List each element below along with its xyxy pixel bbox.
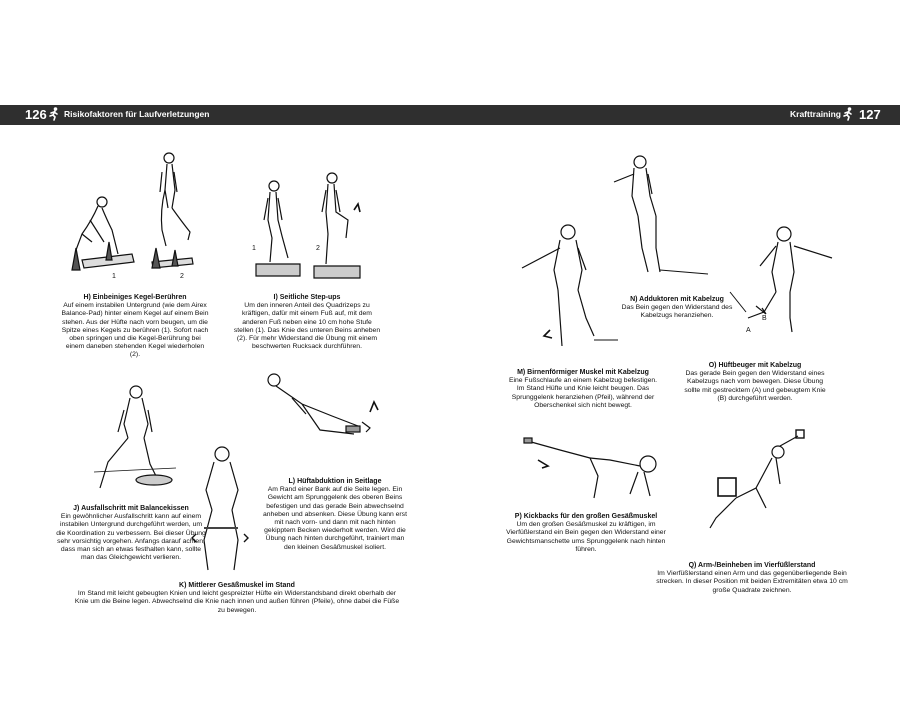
figure-label-2: 2 (316, 245, 320, 252)
exercise-k-text: Im Stand mit leicht gebeugten Knien und leicht gespreizter Hüfte ein Widerstandsband direkt oberhalb der Knie um die Beine legen. Abwechselnd die Knie nach innen und außen führen (Pfeile), ohne dabei die Füße zu bewegen. (74, 590, 400, 614)
exercise-h-text: Auf einem instabilen Untergrund (wie dem Airex Balance-Pad) hinter einem Kegel auf einem Bein stehen. Aus der Hüfte nach vorn beugen, um die Spitze eines Kegels zu berühren (1). Sofort nach oben springen und die Kegel-Berührung bei einem daneben stehenden Kegel wiederholen (2). (61, 302, 209, 359)
right-page-number: 127 (859, 107, 881, 122)
exercise-o (680, 362, 830, 403)
exercise-j-text: Ein gewöhnlicher Ausfallschritt kann auf einem instabilen Untergrund durchgeführt werden, um die Koordination zu verbessern. Bei dieser Übung sehr vorsichtig vorgehen. Anfangs darauf achten, dass man sich an etwas festhalten kann, sollte man das Gleichgewicht verlieren. (56, 513, 206, 562)
runner-icon (48, 107, 60, 124)
right-running-title: Krafttraining (790, 109, 841, 119)
exercise-j (56, 505, 206, 562)
exercise-n (612, 296, 742, 321)
figure-step-ups (248, 168, 368, 285)
exercise-l (260, 478, 410, 552)
figure-adductors-cable (612, 152, 712, 287)
exercise-k-title: K) Mittlerer Gesäßmuskel im Stand (179, 582, 295, 589)
exercise-p-text: Um den großen Gesäßmuskel zu kräftigen, im Vierfüßlerstand ein Bein gegen den Widerstand einer Gewichtsmanschette ums Sprunggelenk nach hinten führen. (506, 521, 666, 553)
exercise-l-text: Am Rand einer Bank auf die Seite legen. Ein Gewicht am Sprunggelenk des oberen Beins befestigen und das gerade Bein abwechselnd anheben und absenken. Diese Übung kann erst mit nach vorn- und dann mit nach hinten gekipptem Becken wiederholt werden. Wird die Übung nach hinten durchgeführt, trainiert man den kleinen Gesäßmuskel isoliert. (263, 486, 407, 551)
left-running-title: Risikofaktoren für Laufverletzungen (64, 109, 210, 119)
exercise-h (60, 294, 210, 360)
exercise-o-title: O) Hüftbeuger mit Kabelzug (708, 362, 802, 369)
figure-label-2: 2 (180, 273, 184, 280)
exercise-m-text: Eine Fußschlaufe an einem Kabelzug befestigen. Im Stand Hüfte und Knie leicht beugen. Das Sprunggelenk heranziehen (Pfeil), während der Oberschenkel sich nicht bewegt. (508, 377, 658, 409)
figure-side-lying-abduction (262, 368, 382, 473)
figure-hip-flexor-cable (728, 222, 838, 347)
exercise-l-title: L) Hüftabduktion in Seitlage (288, 478, 382, 485)
exercise-q (652, 562, 852, 595)
exercise-m (508, 369, 658, 410)
runner-icon (842, 107, 854, 124)
figure-lunge-balance (90, 380, 180, 505)
exercise-o-text: Das gerade Bein gegen den Widerstand eines Kabelzugs nach vorn bewegen. Diese Übung sollte mit gestrecktem (A) und gebeugtem Knie (B) durchgeführt werden. (684, 370, 826, 402)
exercise-n-title: N) Adduktoren mit Kabelzug (630, 296, 724, 303)
exercise-p-title: P) Kickbacks für den großen Gesäßmuskel (514, 513, 658, 520)
figure-label-a: A (746, 327, 751, 334)
figure-arm-leg-raise (706, 428, 806, 543)
page-header (0, 105, 900, 125)
exercise-q-text: Im Vierfüßlerstand einen Arm und das gegenüberliegende Bein strecken. In dieser Position mit beiden Extremitäten etwa 10 cm große Quadrate zeichnen. (656, 570, 848, 594)
exercise-m-title: M) Birnenförmiger Muskel mit Kabelzug (517, 369, 649, 376)
exercise-q-title: Q) Arm-/Beinheben im Vierfüßlerstand (688, 562, 816, 569)
exercise-h-title: H) Einbeiniges Kegel-Berühren (83, 294, 187, 301)
exercise-k (72, 582, 402, 615)
exercise-j-title: J) Ausfallschritt mit Balancekissen (73, 505, 189, 512)
figure-cone-touch (62, 150, 202, 285)
figure-label-1: 1 (252, 245, 256, 252)
figure-label-b: B (762, 315, 767, 322)
exercise-p (506, 513, 666, 554)
exercise-n-text: Das Bein gegen den Widerstand des Kabelzugs heranziehen. (621, 304, 733, 320)
exercise-i-text: Um den inneren Anteil des Quadrizeps zu kräftigen, dafür mit einem Fuß auf, mit dem anderen Fuß neben eine 10 cm hohe Stufe stellen (1). Das Knie des unteren Beins anheben (2). Für mehr Widerstand die Übung mit einem beschwerten Rucksack durchführen. (233, 302, 381, 351)
exercise-i (232, 294, 382, 351)
left-page-number: 126 (25, 107, 47, 122)
figure-kickbacks (520, 436, 670, 511)
figure-piriformis-cable (520, 218, 620, 363)
figure-label-1: 1 (112, 273, 116, 280)
exercise-i-title: I) Seitliche Step-ups (273, 294, 341, 301)
